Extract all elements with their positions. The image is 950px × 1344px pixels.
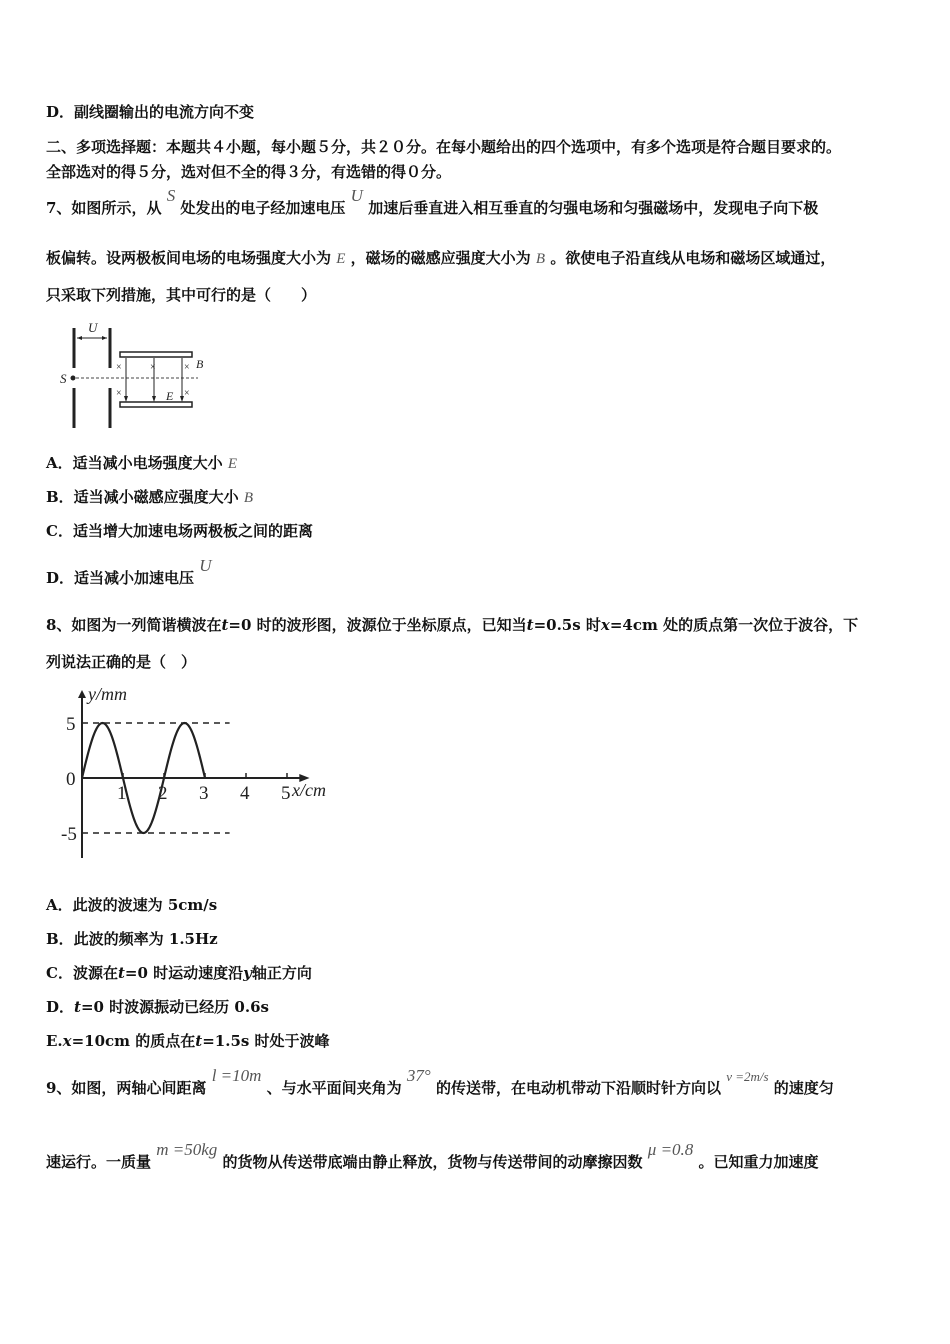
- q7-text-2: 处发出的电子经加速电压: [180, 199, 346, 217]
- q7-text-3: 加速后垂直进入相互垂直的匀强电场和匀强磁场中，发现电子向下极: [368, 199, 819, 217]
- q7-option-d-text: D．适当减小加速电压: [46, 569, 195, 587]
- q8-option-c-var-t: t: [117, 964, 125, 982]
- q9-math-angle: 37°: [406, 1066, 431, 1085]
- q7-bottom-field-plate: [120, 402, 192, 407]
- q7-top-field-plate: [120, 352, 192, 357]
- q8-option-e: [46, 1031, 330, 1051]
- q8-option-d: [46, 997, 269, 1017]
- q8-option-a: A．此波的波速为 5cm/s: [46, 896, 218, 914]
- x-tick-label: 3: [199, 783, 209, 804]
- q9-math-l: l =10m: [211, 1066, 262, 1085]
- q7-fig-label-s: S: [60, 371, 67, 386]
- q7-text-4: 板偏转。设两极板间电场的电场强度大小为: [46, 249, 332, 267]
- y-tick-label: 5: [66, 714, 76, 735]
- x-tick-label: 5: [281, 783, 291, 804]
- q7-option-d-symbol: U: [199, 556, 212, 575]
- section-note: 全部选对的得５分，选对但不全的得３分，有选错的得０分。: [46, 163, 452, 181]
- q7-option-b-symbol: B: [243, 490, 254, 506]
- q8-option-c-var-y: y: [243, 964, 252, 982]
- q7-stem-line-3: 只采取下列措施，其中可行的是（ ）: [46, 286, 317, 304]
- svg-text:×: ×: [116, 388, 122, 399]
- q8-option-b: B．此波的频率为 1.5Hz: [46, 930, 218, 948]
- x-tick-label: 1: [117, 783, 127, 804]
- svg-text:×: ×: [150, 362, 156, 373]
- q8-chart-xlabel: x/cm: [292, 780, 326, 800]
- q9-stem-line-2: [46, 1140, 819, 1172]
- section-title: 二、多项选择题：本题共４小题，每小题５分，共２０分。在每小题给出的四个选项中，有多个选项是符合题目要求的。: [46, 138, 842, 156]
- q8-var-x: x: [600, 616, 610, 634]
- prev-option-d: D．副线圈输出的电流方向不变: [46, 103, 255, 121]
- q9-text-5: 速运行。一质量: [46, 1153, 152, 1171]
- q7-symbol-e: E: [336, 251, 346, 267]
- q9-text-2: 、与水平面间夹角为: [266, 1079, 402, 1097]
- q9-math-v: v =2m/s: [726, 1069, 769, 1084]
- q7-option-b-text: B．适当减小磁感应强度大小: [46, 488, 239, 506]
- q7-fig-label-b: B: [196, 357, 204, 371]
- q7-fig-label-u: U: [88, 320, 98, 335]
- y-tick-label: -5: [61, 824, 77, 845]
- q7-source-dot: [71, 376, 76, 381]
- q8-var-t-2: t: [526, 616, 534, 634]
- q7-option-d: [46, 556, 212, 588]
- q7-text-5: ，磁场的磁感应强度大小为: [350, 249, 531, 267]
- q7-text-6: 。欲使电子沿直线从电场和磁场区域通过，: [550, 249, 836, 267]
- svg-text:×: ×: [116, 362, 122, 373]
- q9-text-4: 的速度匀: [773, 1079, 834, 1097]
- q7-option-a-symbol: E: [227, 456, 238, 472]
- q7-fig-label-e: E: [166, 389, 174, 403]
- q8-text-3: =0.5s 时: [533, 616, 601, 634]
- q8-text-2: =0 时的波形图，波源位于坐标原点，已知当: [228, 616, 527, 634]
- q8-option-d-text-2: =0 时波源振动已经历 0.6s: [80, 998, 269, 1016]
- q8-stem-line-1: [46, 615, 858, 635]
- q7-text-1: 7、如图所示，从: [46, 199, 162, 217]
- svg-text:×: ×: [184, 362, 190, 373]
- q8-option-e-text-1: E.: [46, 1032, 63, 1050]
- q7-option-c: C．适当增大加速电场两极板之间的距离: [46, 522, 313, 540]
- q7-stem-line-1: [46, 186, 819, 218]
- svg-text:×: ×: [184, 388, 190, 399]
- q7-option-a-text: A．适当减小电场强度大小: [46, 454, 223, 472]
- q9-text-6: 的货物从传送带底端由静止释放，货物与传送带间的动摩擦因数: [222, 1153, 643, 1171]
- q8-wave-chart: [58, 682, 348, 864]
- q8-option-d-text-1: D．: [46, 998, 75, 1016]
- y-axis-arrow: [78, 690, 86, 698]
- q9-math-m: m =50kg: [156, 1140, 218, 1159]
- q9-text-7: 。已知重力加速度: [698, 1153, 819, 1171]
- q8-text-4: =4cm 处的质点第一次位于波谷，下: [609, 616, 859, 634]
- q8-text-1: 8、如图为一列简谐横波在: [46, 616, 222, 634]
- q8-stem-line-2: 列说法正确的是（ ）: [46, 653, 197, 671]
- q8-option-e-text-3: =1.5s 时处于波峰: [202, 1032, 330, 1050]
- q8-option-e-text-2: =10cm 的质点在: [71, 1032, 196, 1050]
- q7-option-b: [46, 487, 253, 508]
- q7-symbol-u: U: [350, 186, 363, 205]
- q9-text-3: 的传送带，在电动机带动下沿顺时针方向以: [435, 1079, 721, 1097]
- q9-text-1: 9、如图，两轴心间距离: [46, 1079, 207, 1097]
- q7-symbol-s: S: [166, 186, 176, 205]
- q9-stem-line-1: [46, 1066, 834, 1099]
- q8-option-c: [46, 963, 312, 983]
- q8-option-e-var-x: x: [62, 1032, 72, 1050]
- q8-chart-ylabel: y/mm: [88, 684, 127, 704]
- q8-option-c-text-2: =0 时运动速度沿: [124, 964, 244, 982]
- q7-option-a: [46, 453, 237, 474]
- q9-math-mu: μ =0.8: [647, 1140, 694, 1159]
- x-tick-label: 2: [158, 783, 168, 804]
- q8-option-c-text-1: C．波源在: [46, 964, 118, 982]
- q8-option-d-var-t: t: [74, 998, 81, 1016]
- q7-stem-line-2: [46, 248, 835, 269]
- q7-symbol-b: B: [535, 251, 546, 267]
- y-tick-label: 0: [66, 769, 76, 790]
- q7-figure: [58, 318, 218, 433]
- x-tick-label: 4: [240, 783, 250, 804]
- q8-option-e-var-t: t: [195, 1032, 203, 1050]
- q8-option-c-text-3: 轴正方向: [251, 964, 312, 982]
- q8-var-t-1: t: [221, 616, 229, 634]
